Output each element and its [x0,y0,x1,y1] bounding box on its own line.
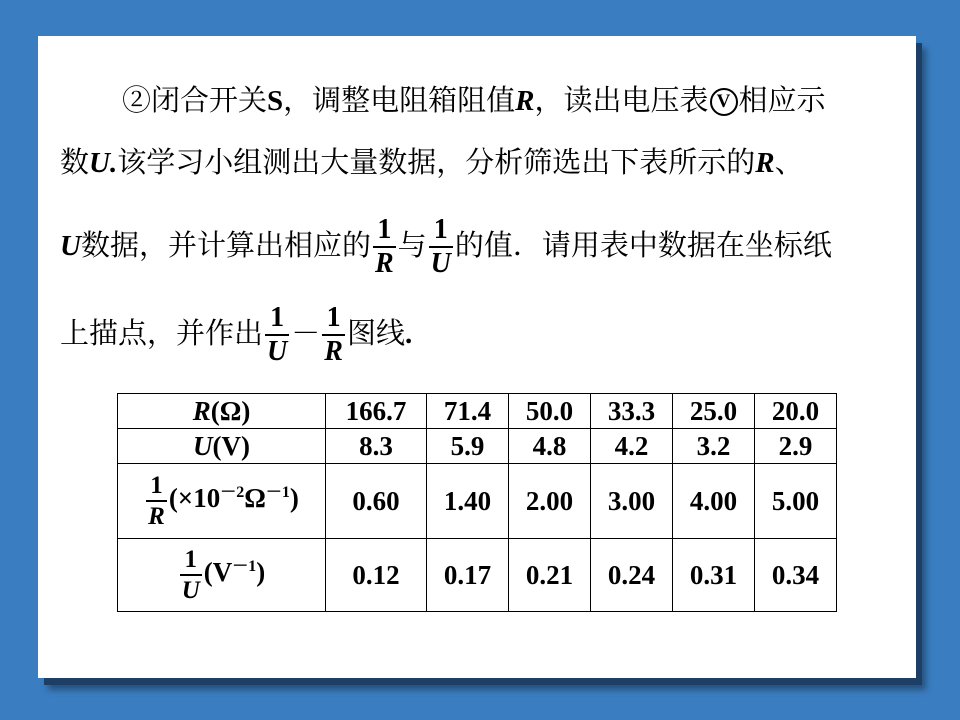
paragraph-line-2 [60,142,900,183]
table-cell: 20.0 [755,394,837,429]
text: 该学习小组测出大量数据，分析筛选出下表所示的 [117,145,756,179]
fraction-denominator: U [267,336,288,367]
fraction-numerator: 1 [429,216,453,248]
unit: ) [289,483,299,514]
data-table [117,393,837,612]
fraction-denominator: U [181,577,200,604]
unit: (Ω) [210,395,251,426]
text: 数据，并计算出相应的 [80,228,371,262]
table-row-inverse-u [118,539,837,612]
unit: ) [256,557,266,588]
row-header-u [118,429,326,464]
row-header-inverse-r [118,464,326,539]
table-cell: 0.34 [755,539,837,612]
fraction-one-over-r [146,473,167,529]
exponent: －1 [232,558,257,576]
fraction-denominator: R [324,336,343,367]
row-header-r [118,394,326,429]
table-cell: 2.00 [509,464,591,539]
voltage-symbol: U [193,430,213,461]
text: 与 [397,228,427,262]
fraction-numerator: 1 [146,473,167,502]
table-cell: 33.3 [591,394,673,429]
fraction-denominator: U [430,248,451,279]
fraction-one-over-r [322,304,345,366]
table-cell: 0.60 [326,464,427,539]
fraction-one-over-u [429,216,453,278]
table-cell: 4.2 [591,429,673,464]
fraction-one-over-r [373,216,396,278]
table-cell: 71.4 [427,394,509,429]
table-cell: 8.3 [326,429,427,464]
table-cell: 0.24 [591,539,673,612]
row-header-inverse-u [118,539,326,612]
unit: (×10 [168,483,221,514]
table-cell: 166.7 [326,394,427,429]
fraction-numerator: 1 [180,547,202,576]
paragraph-line-3 [60,216,900,278]
table-cell: 3.2 [673,429,755,464]
text: ，读出电压表 [534,83,709,117]
slide-card [38,36,916,678]
exponent: －1 [265,484,290,502]
table-row-r [118,394,837,429]
table-cell: 0.21 [509,539,591,612]
voltmeter-icon: V [710,88,738,116]
voltage-symbol: U [60,230,81,262]
period: . [404,318,413,350]
text: 上描点，并作出 [60,316,264,350]
voltage-symbol: U. [89,147,118,179]
fraction-numerator: 1 [322,304,345,336]
table-cell: 4.8 [509,429,591,464]
table-cell: 1.40 [427,464,509,539]
table-cell: 0.31 [673,539,755,612]
unit: (V [203,557,233,588]
text: 数 [60,145,90,179]
text: 的值．请用表中数据在坐标纸 [454,228,832,262]
table-cell: 0.17 [427,539,509,612]
table-cell: 0.12 [326,539,427,612]
table-cell: 2.9 [755,429,837,464]
table-cell: 5.00 [755,464,837,539]
fraction-denominator: R [374,248,394,279]
text: ②闭合开关 [122,83,268,117]
table-row-u [118,429,837,464]
table-cell: 5.9 [427,429,509,464]
unit: Ω [244,483,266,514]
unit: (V) [212,430,250,461]
table-cell: 3.00 [591,464,673,539]
text: 相应示 [738,83,826,117]
switch-symbol: S [267,85,284,117]
table-row-inverse-r [118,464,837,539]
fraction-numerator: 1 [373,216,396,248]
paragraph-line-4 [60,304,900,366]
fraction-one-over-u [180,547,202,603]
fraction-numerator: 1 [265,304,289,336]
fraction-one-over-u [265,304,289,366]
dash: － [291,316,321,350]
exponent: －2 [220,484,245,502]
table-cell: 25.0 [673,394,755,429]
resistance-symbol: R [192,395,211,426]
fraction-denominator: R [148,503,165,530]
text: ，调整电阻箱阻值 [283,83,516,117]
resistance-symbol: R [515,85,535,117]
paragraph-line-1 [60,80,900,121]
resistance-symbol: R [755,147,775,179]
table-cell: 50.0 [509,394,591,429]
text: 图线 [346,316,405,350]
table-cell: 4.00 [673,464,755,539]
text: 、 [774,145,804,179]
